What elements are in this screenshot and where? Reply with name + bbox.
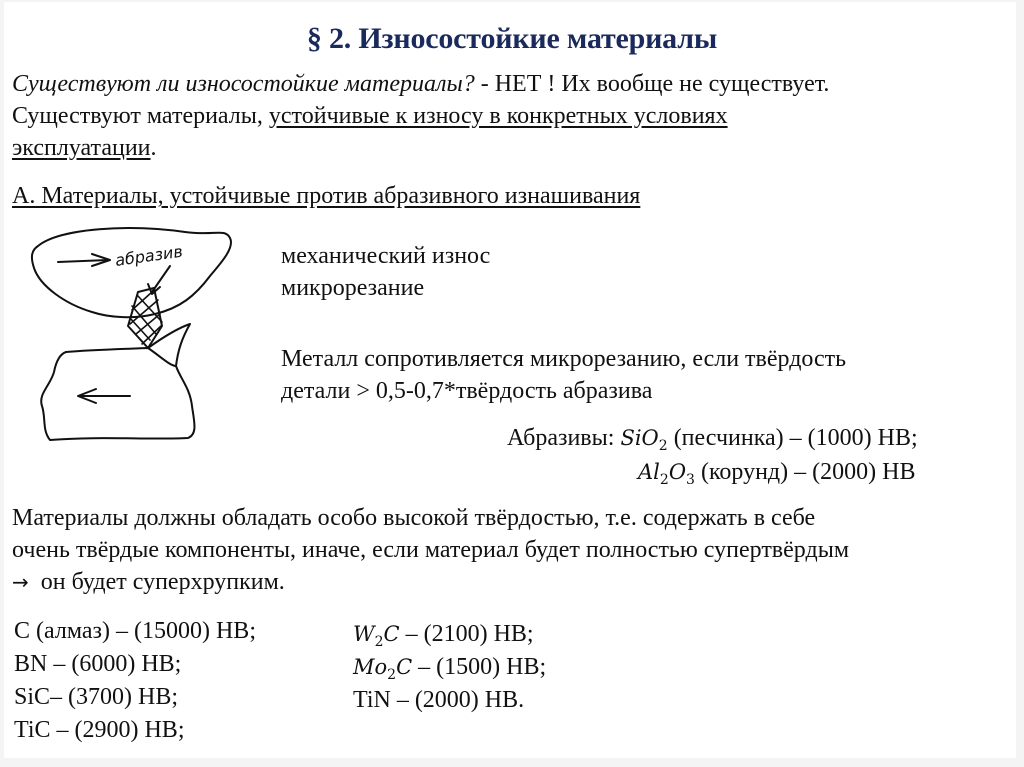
formula-sio2: SiO$_2$ [620, 426, 668, 454]
lower-body-outline [41, 348, 194, 440]
formula-mo2c: $Mo_2C$ [353, 655, 413, 683]
intro-question: Существуют ли износостойкие материалы? [12, 71, 475, 97]
material-bn: BN – (6000) НВ; [14, 651, 182, 677]
section-a-heading: А. Материалы, устойчивые против абразивного изнашивания [12, 183, 641, 209]
mechanism-line-1: механический износ [281, 243, 491, 269]
consequence-line [12, 566, 285, 598]
formula-w2c: $W_2C$ [353, 622, 400, 650]
intro-line-2 [12, 100, 728, 132]
material-sic: SiC– (3700) НВ; [14, 684, 179, 710]
abrasive-name: (песчинка) [673, 425, 784, 451]
intro-answer: - НЕТ ! Их вообще не существует. [474, 71, 830, 97]
upper-body-outline [32, 228, 231, 317]
abrasion-sketch [20, 226, 270, 446]
abrasive-hardness: – (1000) НВ; [783, 425, 918, 451]
arrow-left-icon [78, 389, 130, 403]
material-w2c: $W_2C - (2100)$ НВ; [353, 621, 534, 650]
intro-underlined-text-2: эксплуатации [12, 135, 151, 161]
abrasive-name: (корунд) [700, 459, 789, 485]
intro-line-3 [12, 132, 157, 164]
abrasives-label: Абразивы: [507, 425, 621, 451]
intro-period: . [150, 135, 157, 161]
abrasive-row-2 [638, 456, 915, 496]
intro-line-1 [12, 68, 829, 100]
material-tic: TiC – (2900) НВ; [14, 717, 185, 743]
intro-plain-text: Существуют материалы, [12, 103, 269, 129]
slide-title: § 2. Износостойкие материалы [306, 22, 718, 55]
arrow-right-icon [58, 254, 110, 266]
sketch-label: абразив [113, 241, 184, 270]
consequence-text: он будет суперхрупким. [40, 569, 285, 595]
abrasive-hardness: – (2000) НВ [788, 459, 916, 485]
condition-line-1: Металл сопротивляется микрорезанию, если твёрдость [281, 346, 847, 372]
arrow-right-icon: → [12, 570, 29, 594]
requirement-line-2: очень твёрдые компоненты, иначе, если материал будет полностью супертвёрдым [12, 537, 849, 563]
requirement-line-1: Материалы должны обладать особо высокой твёрдостью, т.е. содержать в себе [12, 505, 816, 531]
material-tin: TiN – (2000) НВ. [353, 687, 525, 713]
condition-line-2: детали > 0,5-0,7*твёрдость абразива [281, 378, 653, 404]
mechanism-line-2: микрорезание [281, 275, 425, 301]
intro-underlined-text: устойчивые к износу в конкретных условиях [268, 103, 728, 129]
material-diamond: С (алмаз) – (15000) НВ; [14, 618, 256, 644]
formula-al2o3: $Al_2O_3$ [638, 460, 695, 488]
material-mo2c: $Mo_2C - (1500)$ НВ; [353, 654, 547, 683]
